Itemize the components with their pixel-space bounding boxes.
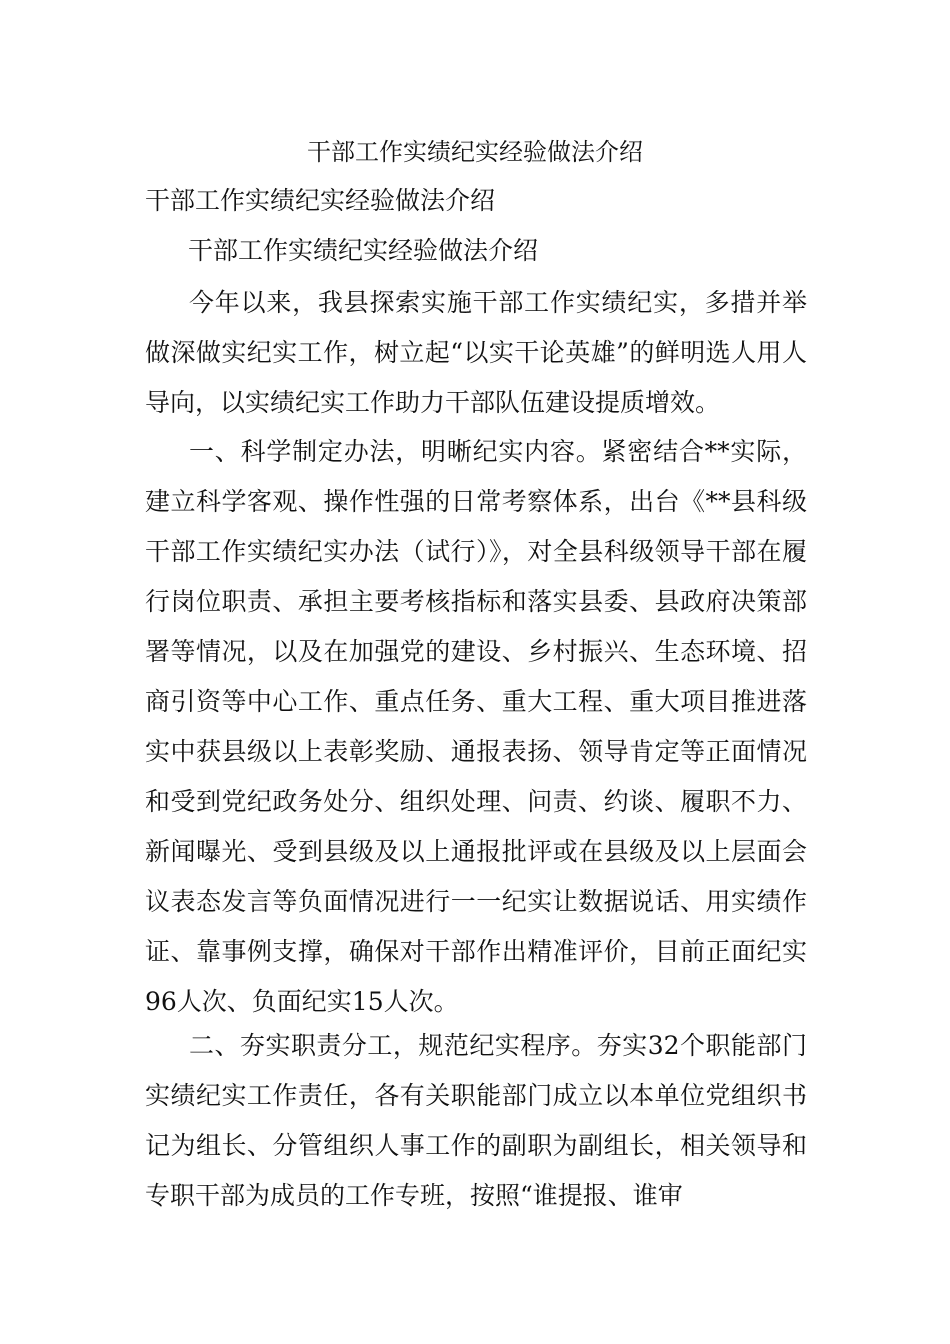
document-title: 干部工作实绩纪实经验做法介绍 bbox=[307, 138, 643, 166]
paragraph-intro: 今年以来，我县探索实施干部工作实绩纪实，多措并举做深做实纪实工作，树立起“以实干论英雄”的鲜明选人用人导向，以实绩纪实工作助力干部队伍建设提质增效。 bbox=[145, 288, 807, 417]
paragraph-section-two: 二、夯实职责分工，规范纪实程序。夯实32个职能部门实绩纪实工作责任，各有关职能部门成立以本单位党组织书记为组长、分管组织人事工作的副职为副组长，相关领导和专职干部为成员的工作专班，按照“谁提报、谁审 bbox=[145, 1031, 807, 1210]
document-subtitle: 干部工作实绩纪实经验做法介绍 bbox=[145, 186, 496, 215]
document-subtitle-indented: 干部工作实绩纪实经验做法介绍 bbox=[188, 236, 539, 265]
paragraph-section-one: 一、科学制定办法，明晰纪实内容。紧密结合**实际，建立科学客观、操作性强的日常考察体系，出台《**县科级干部工作实绩纪实办法（试行）》，对全县科级领导干部在履行岗位职责、承担主要考核指标和落实县委、县政府决策部署等情况，以及在加强党的建设、乡村振兴、生态环境、招商引资等中心工作、重点任务、重大工程、重大项目推进落实中获县级以上表彰奖励、通报表扬、领导肯定等正面情况和受到党纪政务处分、组织处理、问责、约谈、履职不力、新闻曝光、受到县级及以上通报批评或在县级及以上层面会议表态发言等负面情况进行一一纪实让数据说话、用实绩作证、靠事例支撑，确保对干部作出精准评价，目前正面纪实96人次、负面纪实15人次。 bbox=[145, 437, 807, 1016]
